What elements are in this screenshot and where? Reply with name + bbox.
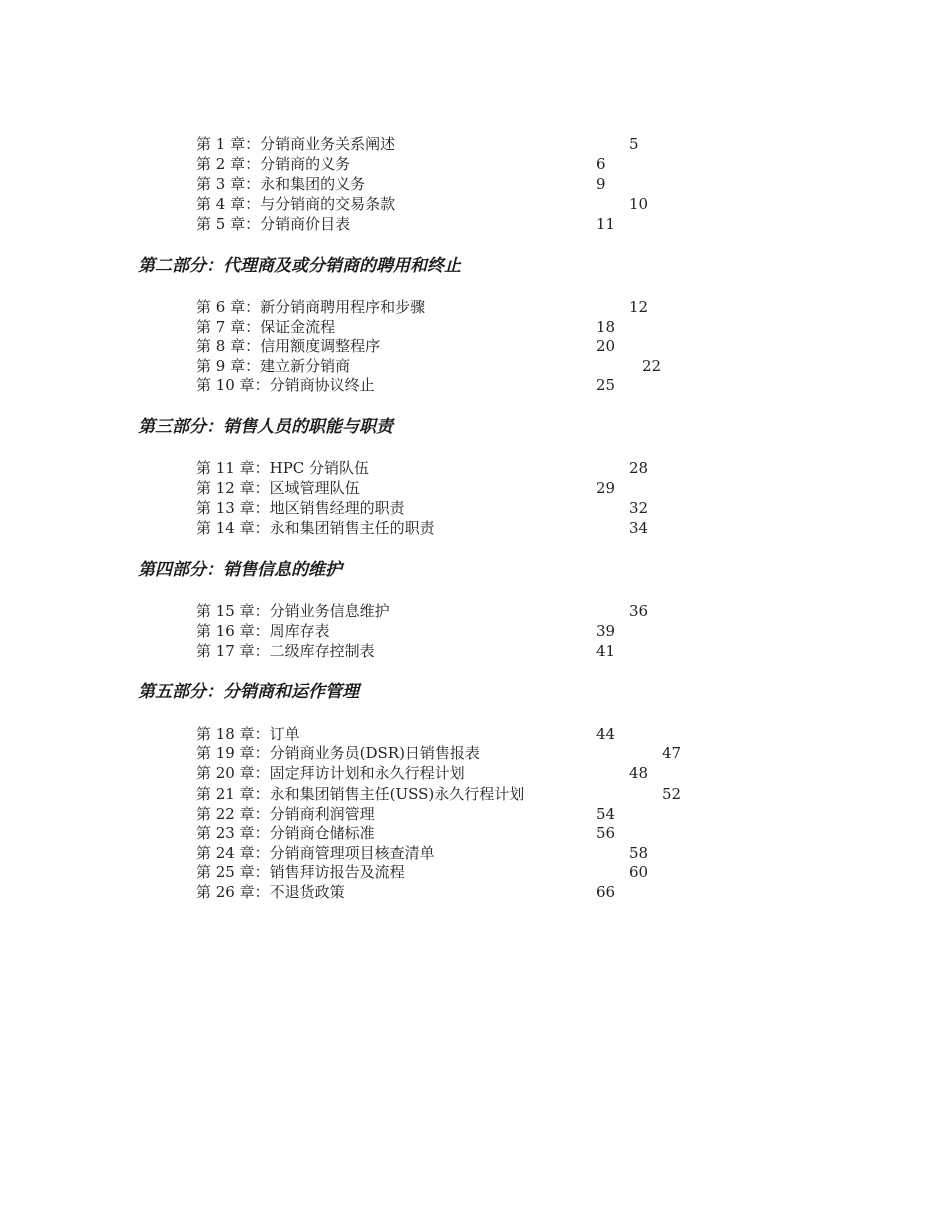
toc-entry	[0, 174, 950, 194]
toc-entry-title: 第 25 章：销售拜访报告及流程	[196, 863, 405, 881]
toc-entry-page: 10	[629, 195, 649, 213]
toc-entry-page: 12	[629, 298, 649, 316]
toc-entry-title: 第 2 章：分销商的义务	[196, 155, 351, 173]
toc-entry-page: 29	[596, 479, 616, 497]
toc-entry-page: 5	[629, 135, 639, 153]
toc-entry-page: 39	[596, 622, 616, 640]
toc-entry-page: 47	[662, 744, 682, 762]
toc-entry	[0, 478, 950, 498]
toc-entry-page: 66	[596, 883, 616, 901]
toc-entry-page: 34	[629, 519, 649, 537]
toc-entry-page: 6	[596, 155, 606, 173]
toc-entry-title: 第 3 章：永和集团的义务	[196, 175, 366, 193]
toc-entry	[0, 498, 950, 518]
section-heading: 第五部分：分销商和运作管理	[138, 682, 359, 702]
toc-entry-page: 25	[596, 376, 616, 394]
toc-entry-title: 第 8 章：信用额度调整程序	[196, 337, 381, 355]
toc-entry-page: 20	[596, 337, 616, 355]
toc-entry	[0, 882, 950, 902]
toc-entry	[0, 336, 950, 356]
toc-entry-title: 第 21 章：永和集团销售主任(USS)永久行程计划	[196, 785, 525, 803]
toc-entry-page: 18	[596, 318, 616, 336]
toc-entry-page: 28	[629, 459, 649, 477]
toc-entry	[0, 784, 950, 804]
section-heading: 第四部分：销售信息的维护	[138, 560, 342, 580]
toc-entry-title: 第 14 章：永和集团销售主任的职责	[196, 519, 435, 537]
toc-entry-page: 56	[596, 824, 616, 842]
toc-entry-title: 第 16 章：周库存表	[196, 622, 330, 640]
section-heading: 第三部分：销售人员的职能与职责	[138, 417, 393, 437]
toc-entry	[0, 862, 950, 882]
toc-entry-title: 第 11 章：HPC 分销队伍	[196, 459, 370, 477]
toc-entry-title: 第 24 章：分销商管理项目核查清单	[196, 844, 435, 862]
toc-entry	[0, 356, 950, 376]
toc-entry	[0, 641, 950, 661]
toc-entry-title: 第 6 章：新分销商聘用程序和步骤	[196, 298, 426, 316]
toc-entry-title: 第 26 章：不退货政策	[196, 883, 345, 901]
toc-entry-title: 第 10 章：分销商协议终止	[196, 376, 375, 394]
toc-entry	[0, 317, 950, 337]
toc-entry-title: 第 17 章：二级库存控制表	[196, 642, 375, 660]
toc-entry-page: 11	[596, 215, 616, 233]
toc-entry-title: 第 19 章：分销商业务员(DSR)日销售报表	[196, 744, 480, 762]
toc-entry-title: 第 4 章：与分销商的交易条款	[196, 195, 396, 213]
toc-entry	[0, 724, 950, 744]
toc-entry	[0, 297, 950, 317]
toc-entry-page: 41	[596, 642, 616, 660]
toc-entry	[0, 375, 950, 395]
toc-entry-title: 第 22 章：分销商利润管理	[196, 805, 375, 823]
toc-entry	[0, 518, 950, 538]
toc-entry	[0, 601, 950, 621]
toc-entry-title: 第 18 章：订单	[196, 725, 300, 743]
toc-entry-page: 36	[629, 602, 649, 620]
toc-entry-title: 第 1 章：分销商业务关系阐述	[196, 135, 396, 153]
toc-entry	[0, 458, 950, 478]
toc-entry	[0, 763, 950, 783]
toc-entry-page: 44	[596, 725, 616, 743]
toc-entry-page: 9	[596, 175, 606, 193]
section-heading: 第二部分：代理商及或分销商的聘用和终止	[138, 256, 461, 276]
toc-entry	[0, 804, 950, 824]
toc-entry	[0, 194, 950, 214]
toc-entry-title: 第 15 章：分销业务信息维护	[196, 602, 390, 620]
toc-entry	[0, 214, 950, 234]
toc-entry-title: 第 9 章：建立新分销商	[196, 357, 351, 375]
toc-entry-page: 48	[629, 764, 649, 782]
toc-entry-title: 第 23 章：分销商仓储标准	[196, 824, 375, 842]
toc-entry	[0, 134, 950, 154]
toc-entry-page: 58	[629, 844, 649, 862]
toc-entry	[0, 823, 950, 843]
toc-entry-title: 第 12 章：区域管理队伍	[196, 479, 360, 497]
toc-entry	[0, 743, 950, 763]
toc-entry-page: 54	[596, 805, 616, 823]
toc-entry	[0, 621, 950, 641]
toc-entry-page: 32	[629, 499, 649, 517]
toc-entry-title: 第 13 章：地区销售经理的职责	[196, 499, 405, 517]
toc-entry	[0, 843, 950, 863]
toc-entry-page: 60	[629, 863, 649, 881]
toc-entry-page: 52	[662, 785, 682, 803]
toc-entry-page: 22	[642, 357, 662, 375]
toc-entry-title: 第 20 章：固定拜访计划和永久行程计划	[196, 764, 465, 782]
toc-entry-title: 第 7 章：保证金流程	[196, 318, 336, 336]
toc-entry-title: 第 5 章：分销商价目表	[196, 215, 351, 233]
toc-entry	[0, 154, 950, 174]
